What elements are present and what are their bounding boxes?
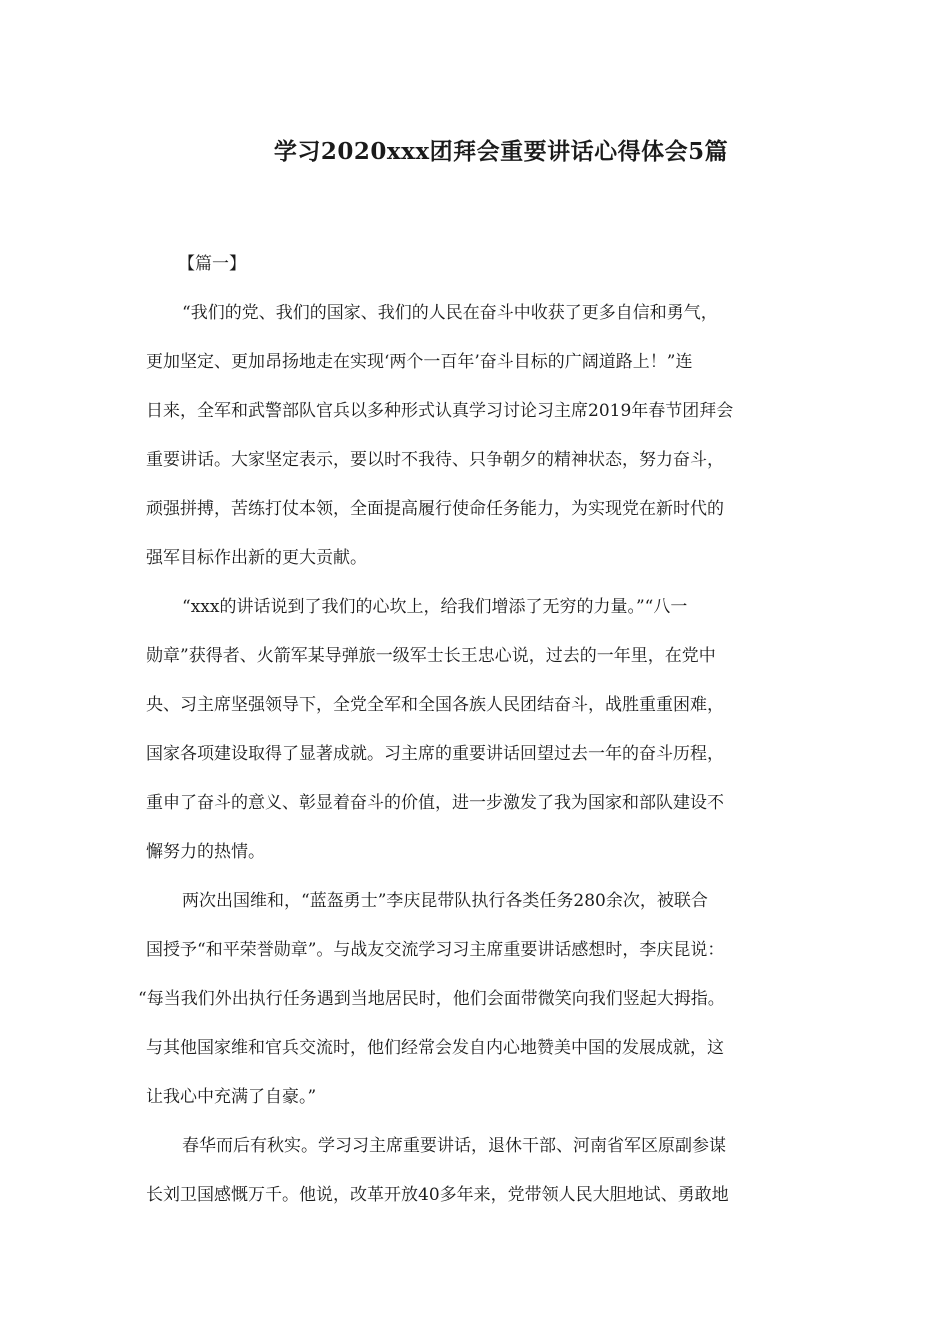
document-body xyxy=(138,252,818,1232)
paragraph-line: 让我心中充满了自豪。” xyxy=(146,1087,317,1107)
paragraph-line: 顽强拼搏，苦练打仗本领，全面提高履行使命任务能力，为实现党在新时代的 xyxy=(146,499,724,519)
paragraph-line: 懈努力的热情。 xyxy=(146,842,265,862)
paragraph-line: 长刘卫国感慨万千。他说，改革开放40多年来，党带领人民大胆地试、勇敢地 xyxy=(146,1185,729,1205)
paragraph-line: 更加坚定、更加昂扬地走在实现‘两个一百年’奋斗目标的广阔道路上！”连 xyxy=(146,352,693,372)
paragraph-line: “每当我们外出执行任务遇到当地居民时，他们会面带微笑向我们竖起大拇指。 xyxy=(138,989,725,1009)
paragraph-line: 国授予“和平荣誉勋章”。与战友交流学习习主席重要讲话感想时，李庆昆说： xyxy=(146,940,725,960)
paragraph-line: 重申了奋斗的意义、彰显着奋斗的价值，进一步激发了我为国家和部队建设不 xyxy=(146,793,724,813)
paragraph-line: 日来，全军和武警部队官兵以多种形式认真学习讨论习主席2019年春节团拜会 xyxy=(146,401,734,421)
paragraph-line: 强军目标作出新的更大贡献。 xyxy=(146,548,367,568)
document-title: 学习2020xxx团拜会重要讲话心得体会5篇 xyxy=(273,138,729,165)
section-heading: 【篇一】 xyxy=(178,254,246,274)
paragraph-line: 两次出国维和，“蓝盔勇士”李庆昆带队执行各类任务280余次，被联合 xyxy=(182,891,708,911)
paragraph-line: “我们的党、我们的国家、我们的人民在奋斗中收获了更多自信和勇气， xyxy=(182,303,718,323)
paragraph-line: 与其他国家维和官兵交流时，他们经常会发自内心地赞美中国的发展成就，这 xyxy=(146,1038,724,1058)
paragraph-line: 春华而后有秋实。学习习主席重要讲话，退休干部、河南省军区原副参谋 xyxy=(182,1136,726,1156)
paragraph-line: 央、习主席坚强领导下，全党全军和全国各族人民团结奋斗，战胜重重困难， xyxy=(146,695,724,715)
paragraph-line: 国家各项建设取得了显著成就。习主席的重要讲话回望过去一年的奋斗历程， xyxy=(146,744,724,764)
paragraph-line: 勋章”获得者、火箭军某导弹旅一级军士长王忠心说，过去的一年里，在党中 xyxy=(146,646,716,666)
paragraph-line: “xxx的讲话说到了我们的心坎上，给我们增添了无穷的力量。”“八一 xyxy=(182,597,688,617)
paragraph-line: 重要讲话。大家坚定表示，要以时不我待、只争朝夕的精神状态，努力奋斗， xyxy=(146,450,724,470)
